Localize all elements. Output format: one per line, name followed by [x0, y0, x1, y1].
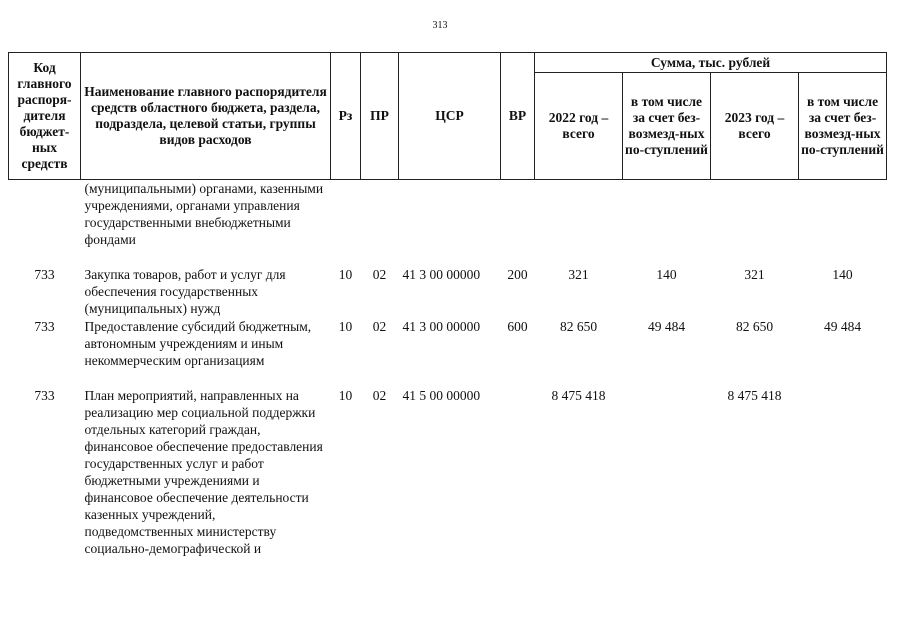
table-row: [9, 387, 887, 557]
page-number: 313: [432, 20, 448, 31]
header-code: Код главного распоря-дителя бюджет-ных средств: [9, 53, 81, 180]
header-pr: ПР: [361, 53, 399, 180]
cell-2023-gratuitous: [799, 180, 887, 266]
cell-2023-total: 82 650: [735, 318, 774, 334]
cell-rz: 10: [338, 266, 353, 282]
cell-name: (муниципальными) органами, казенными учреждениями, органами управления государственными внебюджетными фондами: [84, 181, 324, 247]
cell-name: Закупка товаров, работ и услуг для обеспечения государственных (муниципальных) нужд: [84, 266, 286, 316]
cell-rz: 10: [338, 387, 353, 403]
cell-2022-total: 8 475 418: [551, 387, 606, 403]
cell-name: Предоставление субсидий бюджетным, автономным учреждениям и иным некоммерческим организациям: [84, 318, 312, 368]
cell-2022-total: [535, 180, 623, 266]
cell-code: 733: [34, 266, 55, 282]
cell-code: 733: [34, 387, 55, 403]
cell-2023-total: 8 475 418: [727, 387, 782, 403]
header-2023-total: 2023 год – всего: [711, 73, 799, 180]
cell-2022-gratuitous: [623, 180, 711, 266]
cell-2022-total: 321: [568, 266, 589, 282]
cell-2022-gratuitous: 140: [656, 266, 677, 282]
cell-2023-gratuitous: 49 484: [823, 318, 862, 334]
cell-csr: 41 3 00 00000: [402, 266, 481, 282]
header-csr: ЦСР: [399, 53, 501, 180]
cell-2023-gratuitous: 140: [832, 266, 853, 282]
cell-csr: 41 5 00 00000: [402, 387, 481, 403]
cell-2022-total: 82 650: [559, 318, 598, 334]
header-rz: Рз: [331, 53, 361, 180]
cell-vr: [501, 180, 535, 266]
cell-2022-gratuitous: [623, 387, 711, 557]
table-body: [9, 180, 887, 557]
cell-csr: 41 3 00 00000: [402, 318, 481, 334]
budget-table: [8, 52, 887, 557]
table-row: [9, 266, 887, 318]
table-row: [9, 318, 887, 387]
table-header: [9, 53, 887, 180]
cell-code: 733: [34, 318, 55, 334]
cell-rz: 10: [338, 318, 353, 334]
cell-rz: [331, 180, 361, 266]
header-vr: ВР: [501, 53, 535, 180]
header-2022-total: 2022 год – всего: [535, 73, 623, 180]
cell-vr: [501, 387, 535, 557]
cell-2023-total: 321: [744, 266, 765, 282]
cell-pr: 02: [372, 387, 387, 403]
cell-2023-gratuitous: [799, 387, 887, 557]
cell-2023-total: [711, 180, 799, 266]
cell-2022-gratuitous: 49 484: [647, 318, 686, 334]
cell-pr: [361, 180, 399, 266]
cell-pr: 02: [372, 266, 387, 282]
cell-code: [9, 180, 81, 266]
cell-vr: 600: [507, 318, 528, 334]
table-row: [9, 180, 887, 266]
header-name: Наименование главного распорядителя средств областного бюджета, раздела, подраздела, целевой статьи, группы видов расходов: [81, 53, 331, 180]
cell-name: План мероприятий, направленных на реализацию мер социальной поддержки отдельных категорий граждан, финансовое обеспечение предоставления государственных услуг и работ бюджетными учреждениями и финансовое обеспечение деятельности казенных учреждений, подведомственных министерству социально-демографической и: [84, 387, 323, 556]
cell-vr: 200: [507, 266, 528, 282]
header-2022-gratuitous: в том числе за счет без-возмезд-ных по-ступлений: [623, 73, 711, 180]
header-2023-gratuitous: в том числе за счет без-возмезд-ных по-ступлений: [799, 73, 887, 180]
cell-csr: [399, 180, 501, 266]
header-sum-group: Сумма, тыс. рублей: [535, 53, 887, 73]
cell-pr: 02: [372, 318, 387, 334]
